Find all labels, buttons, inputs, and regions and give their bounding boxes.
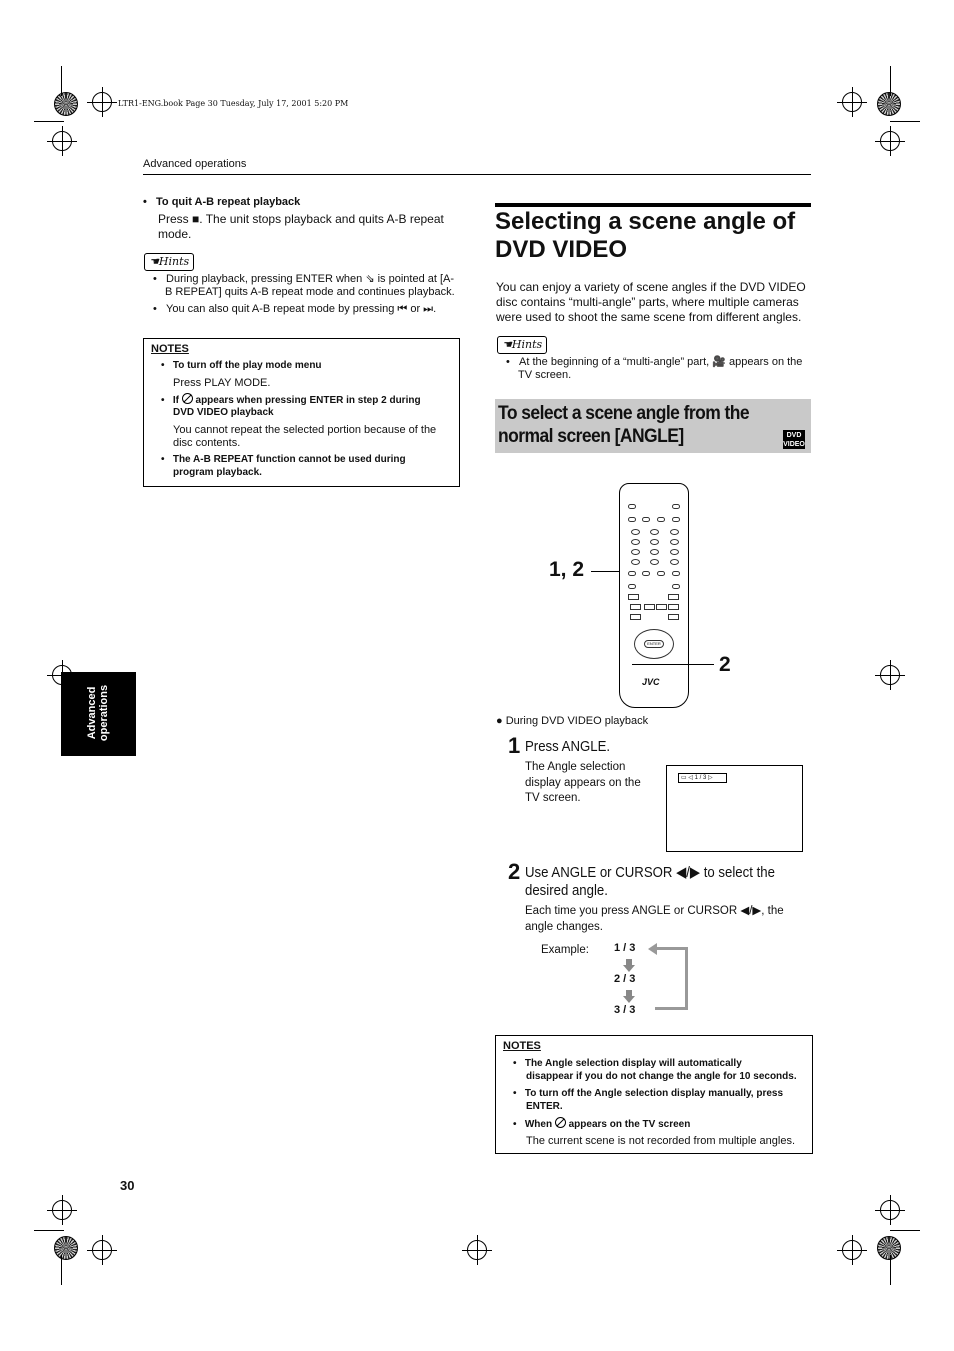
quit-ab-title-text: To quit A-B repeat playback <box>156 196 301 208</box>
remote-button <box>650 539 659 545</box>
remote-button <box>650 549 659 555</box>
callout-line <box>632 664 714 665</box>
running-header: Advanced operations <box>143 158 247 170</box>
crop-line <box>890 66 891 96</box>
remote-brand-logo: JVC <box>642 677 660 687</box>
remote-button <box>672 584 680 589</box>
remote-button <box>642 571 650 576</box>
note-title: If <box>172 395 179 406</box>
notes-title: NOTES <box>503 1040 541 1052</box>
hint-item: • You can also quit A-B repeat mode by pressing ⏮ or ⏭. <box>153 303 437 315</box>
callout-1-2: 1, 2 <box>549 558 585 581</box>
remote-button <box>642 517 650 522</box>
step-1-body-line: The Angle selection <box>525 761 626 773</box>
note-body: The current scene is not recorded from multiple angles. <box>526 1135 796 1147</box>
crop-line <box>34 1230 64 1231</box>
remote-button <box>628 504 636 509</box>
hint-item: • During playback, pressing ENTER when ⇘ is pointed at [A- <box>153 273 455 285</box>
title-rule <box>495 203 811 207</box>
example-value: 3 / 3 <box>614 1004 636 1016</box>
note-item: • To turn off the Angle selection display manually, press <box>513 1088 784 1099</box>
angle-icon: 🎥 <box>712 356 726 368</box>
hints-label: Hints <box>511 338 543 351</box>
note-item: • To turn off the play mode menu <box>161 360 322 371</box>
registration-cross-icon <box>842 1240 862 1260</box>
registration-cross-icon <box>880 665 900 685</box>
remote-button <box>668 614 679 620</box>
note-title: To turn off the play mode menu <box>172 360 322 371</box>
hint-text: At the beginning of a “multi-angle” part, <box>519 356 710 368</box>
registration-cross-icon <box>52 1200 72 1220</box>
hint-text: You can also quit A-B repeat mode by pressing ⏮ or ⏭. <box>166 303 437 315</box>
step-2-title <box>525 864 775 900</box>
quit-ab-body-2: mode. <box>158 227 192 241</box>
registration-cross-icon <box>880 1200 900 1220</box>
hint-item: • At the beginning of a “multi-angle” part, 🎥 appears on the <box>506 356 803 368</box>
note-body: Press PLAY MODE. <box>173 377 271 389</box>
hint-text: During playback, pressing ENTER when ⇘ is pointed at [A- <box>166 273 455 285</box>
remote-button <box>628 594 639 600</box>
down-arrow-icon <box>623 965 635 972</box>
example-value: 1 / 3 <box>614 942 636 954</box>
note-title: appears when pressing ENTER in step 2 during <box>195 395 421 406</box>
page-number: 30 <box>120 1178 135 1193</box>
header-rule <box>143 174 811 175</box>
note-item: • When appears on the TV screen <box>513 1119 691 1130</box>
during-playback-label: ● During DVD VIDEO playback <box>496 715 649 727</box>
crop-line <box>34 121 64 122</box>
remote-button <box>672 504 680 509</box>
remote-button <box>670 549 679 555</box>
crop-line <box>890 1230 920 1231</box>
remote-button <box>672 517 680 522</box>
section-title: To select a scene angle from the normal screen [ANGLE] <box>498 403 750 447</box>
remote-button <box>631 559 640 565</box>
down-arrow-icon <box>623 996 635 1003</box>
step-1-body <box>525 760 641 807</box>
registration-cross-icon <box>52 131 72 151</box>
registration-radial-icon <box>877 92 901 116</box>
dvd-video-badge <box>783 430 805 449</box>
remote-button <box>630 614 641 620</box>
note-title: The Angle selection display will automatically <box>524 1058 742 1069</box>
step-1-body-line: display appears on the <box>525 776 641 789</box>
dvd-badge-line: DVD <box>786 432 802 439</box>
remote-button <box>670 559 679 565</box>
print-header: LTR1-ENG.book Page 30 Tuesday, July 17, 2001 5:20 PM <box>118 99 349 108</box>
hints-label: Hints <box>158 255 190 268</box>
prohibited-icon <box>555 1117 566 1128</box>
hand-icon: ☚ <box>149 255 159 268</box>
hint-text: appears on the <box>729 356 803 368</box>
note-title: When <box>524 1119 553 1130</box>
hints-badge <box>144 253 194 271</box>
page-title-line: DVD VIDEO <box>495 236 628 263</box>
side-tab-line: operations <box>98 684 110 742</box>
note-title-cont: program playback. <box>173 467 262 478</box>
intro-line: disc contains “multi-angle” parts, where multiple cameras <box>496 295 799 309</box>
note-title: To turn off the Angle selection display manually, press <box>524 1088 784 1099</box>
dvd-badge-line: VIDEO <box>783 441 805 448</box>
remote-control-illustration <box>619 483 689 708</box>
loop-arrow <box>655 947 688 1010</box>
registration-cross-icon <box>92 92 112 112</box>
page-title <box>495 208 795 264</box>
step-1-body-line: TV screen. <box>525 792 581 804</box>
quit-ab-body-1: Press ■. The unit stops playback and quits A-B repeat <box>158 212 444 226</box>
note-title-cont: ENTER. <box>526 1101 563 1112</box>
note-item: • The Angle selection display will automatically <box>513 1058 742 1069</box>
note-body: You cannot repeat the selected portion because of the <box>173 424 437 436</box>
note-title-cont: DVD VIDEO playback <box>173 407 274 418</box>
step-1-title: Press ANGLE. <box>525 738 611 755</box>
remote-button <box>650 529 659 535</box>
crop-line <box>61 1255 62 1285</box>
registration-radial-icon <box>54 92 78 116</box>
osd-text: ◁ 1 / 3 ▷ <box>688 775 713 781</box>
note-body: disc contents. <box>173 437 241 449</box>
crop-line <box>890 121 920 122</box>
intro-line: You can enjoy a variety of scene angles if the DVD VIDEO <box>496 280 806 294</box>
hint-item-cont: B REPEAT] quits A-B repeat mode and continues playback. <box>165 286 455 298</box>
remote-enter-button: ENTER <box>644 640 664 648</box>
quit-ab-title: • To quit A-B repeat playback <box>143 196 301 208</box>
side-tab-line: Advanced <box>86 686 98 740</box>
registration-radial-icon <box>877 1236 901 1260</box>
intro-line: were used to shoot the same scene from different angles. <box>496 310 802 324</box>
remote-button <box>631 539 640 545</box>
remote-button <box>672 571 680 576</box>
example-label: Example: <box>541 944 589 956</box>
hand-icon: ☚ <box>502 338 512 351</box>
callout-2: 2 <box>719 653 731 676</box>
remote-button <box>628 584 636 589</box>
note-title: appears on the TV screen <box>568 1119 691 1130</box>
step-2-title-line: Use ANGLE or CURSOR ◀/▶ to select the <box>525 864 775 881</box>
crop-line <box>61 66 62 96</box>
step-2-number: 2 <box>508 859 521 884</box>
note-item: • The A-B REPEAT function cannot be used during <box>161 454 406 465</box>
remote-button <box>650 559 659 565</box>
step-2-body: angle changes. <box>525 921 604 933</box>
remote-button <box>644 604 655 610</box>
hints-badge <box>497 336 547 354</box>
step-2-title-line: desired angle. <box>525 882 608 899</box>
remote-button <box>656 604 667 610</box>
remote-button <box>668 604 679 610</box>
remote-button <box>657 517 665 522</box>
remote-button <box>628 517 636 522</box>
page-title-line: Selecting a scene angle of <box>495 208 796 235</box>
remote-button <box>670 539 679 545</box>
example-value: 2 / 3 <box>614 973 636 985</box>
registration-radial-icon <box>54 1236 78 1260</box>
remote-button <box>657 571 665 576</box>
remote-button <box>631 529 640 535</box>
remote-button <box>630 604 641 610</box>
crop-line <box>890 1255 891 1285</box>
side-tab-label <box>86 685 110 741</box>
remote-button <box>631 549 640 555</box>
remote-button <box>670 529 679 535</box>
step-1-number: 1 <box>508 733 521 758</box>
remote-angle-button <box>628 571 636 576</box>
note-title: The A-B REPEAT function cannot be used during <box>172 454 406 465</box>
registration-cross-icon <box>880 131 900 151</box>
registration-cross-icon <box>467 1240 487 1260</box>
step-2-body: Each time you press ANGLE or CURSOR ◀/▶, the <box>525 905 784 917</box>
prohibited-icon <box>182 393 193 404</box>
registration-cross-icon <box>842 92 862 112</box>
callout-line <box>591 571 620 572</box>
hint-item-cont: TV screen. <box>518 369 572 381</box>
note-title-cont: disappear if you do not change the angle for 10 seconds. <box>526 1071 797 1082</box>
note-item: • If appears when pressing ENTER in step 2 during <box>161 395 421 406</box>
loop-arrow-head-icon <box>648 943 657 955</box>
registration-cross-icon <box>92 1240 112 1260</box>
notes-title: NOTES <box>151 343 189 355</box>
angle-osd <box>678 773 727 783</box>
angle-icon: ▭ <box>681 775 687 781</box>
remote-button <box>668 594 679 600</box>
